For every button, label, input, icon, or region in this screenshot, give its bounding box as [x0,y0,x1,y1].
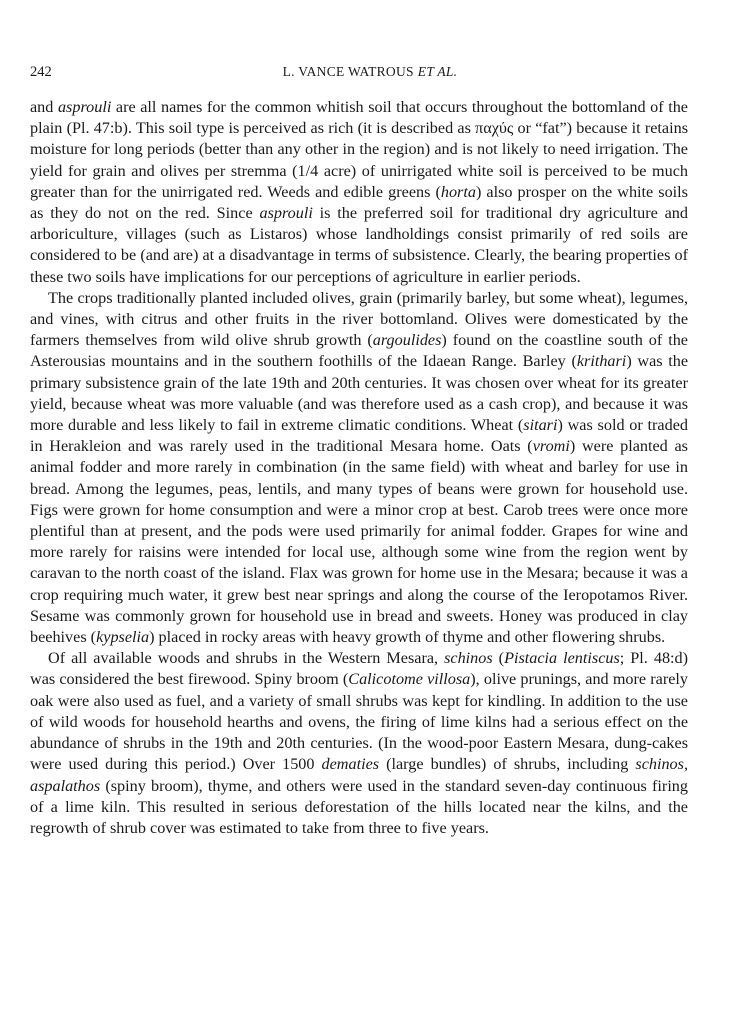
italic-term: dematies [321,755,380,774]
italic-term: asprouli [57,98,112,116]
text-run: (large bundles) of shrubs, including [379,755,636,774]
running-head-et-al: ET AL. [417,64,458,79]
text-run: ; Pl. 48:d) was considered the best firewood. Spiny broom ( [30,649,689,689]
text-run: ) were planted as animal fodder and more rarely in combination (in the same field) with wheat and barley for use in bread. Among the legumes, peas, lentils, and many types of beans were grown for household use. Figs were grown for home consumption and were a minor crop at best. Carob trees were once more plentiful than at present, and the pods were used primarily for animal fodder. Grapes for wine and more rarely for raisins were intended for local use, although some wine from the region went by caravan to the north coast of the island. Flax was grown for home use in the Mesara; because it was a crop requiring much water, it grew best near springs and along the course of the Ieropotamos River. Sesame was commonly grown for household use in bread and sweets. Honey was produced in clay beehives ( [30,437,688,647]
text-run: ), olive prunings, and more rarely oak were also used as fuel, and a variety of small shrubs was kept for kindling. In addition to the use of wild woods for household hearths and ovens, the firing of lime kilns had a serious effect on the abundance of shrubs in the 19th and 20th centuries. (In the wood-poor Eastern Mesara, dung-cakes were used during this period.) Over 1500 [30,670,688,774]
page-number: 242 [30,64,52,80]
text-run: ) was the primary subsistence grain of the late 19th and 20th centuries. It was chosen over wheat for its greater yield, because wheat was more valuable (and was therefore used as a cash crop), and because it was more durable and less likely to fail in extreme climatic conditions. Wheat ( [30,352,688,435]
running-head-author: L. VANCE WATROUS [282,64,414,79]
italic-term: Calicotome villosa [348,670,471,689]
italic-term: argoulides [372,331,442,350]
text-run: ) placed in rocky areas with heavy growth of thyme and other flowering shrubs. [149,628,666,647]
text-run: ( [492,649,505,668]
italic-term: kypselia [96,628,150,647]
italic-term: sitari [523,416,558,435]
text-run: are all names for the common whitish soil that occurs throughout the bottomland of the plain (Pl. 47:b). This soil type is perceived as rich (it is described as παχύς or “fat”) because it retains moisture for long periods (better than any other in the region) and is not likely to need irrigation. The yield for grain and olives per stremma (1/4 acre) of unirrigated white soil is perceived to be much greater than for the unirrigated red. Weeds and edible greens ( [30,98,688,201]
text-run: ) also prosper on the white soils as they do not on the red. Since [30,182,688,223]
paragraph [30,648,688,839]
italic-term: vromi [532,437,570,456]
paragraph [30,97,688,288]
italic-term: krithari [576,352,627,371]
running-header [30,64,710,84]
paragraph [30,288,688,648]
italic-term: schinos [444,649,493,668]
italic-term: Pistacia lentiscus [504,649,620,668]
italic-term: schinos, aspalathos [30,755,688,795]
italic-term: asprouli [259,204,313,223]
text-run: The crops traditionally planted included olives, grain (primarily barley, but some wheat), legumes, and vines, with citrus and other fruits in the river bottomland. Olives were domesticated by the farmers themselves from wild olive shrub growth ( [30,288,688,350]
text-run: and [30,98,58,116]
text-run: ) was sold or traded in Herakleion and was rarely used in the traditional Mesara home. Oats ( [30,416,688,456]
text-run: Of all available woods and shrubs in the Western Mesara, [48,649,445,668]
body-text [30,97,688,839]
text-run: ) found on the coastline south of the Asterousias mountains and in the southern foothills of the Idaean Range. Barley ( [30,331,688,371]
italic-term: horta [440,182,476,201]
text-run: is the preferred soil for traditional dry agriculture and arboriculture, villages (such as Listaros) whose landholdings consist primarily of red soils are considered to be (and are) at a disadvantage in terms of subsistence. Clearly, the bearing properties of these two soils have implications for our perceptions of agriculture in earlier periods. [30,204,688,286]
running-head [30,64,710,81]
text-run: (spiny broom), thyme, and others were used in the standard seven-day continuous firing of a lime kiln. This resulted in serious deforestation of the hills located near the kilns, and the regrowth of shrub cover was estimated to take from three to five years. [30,776,688,837]
